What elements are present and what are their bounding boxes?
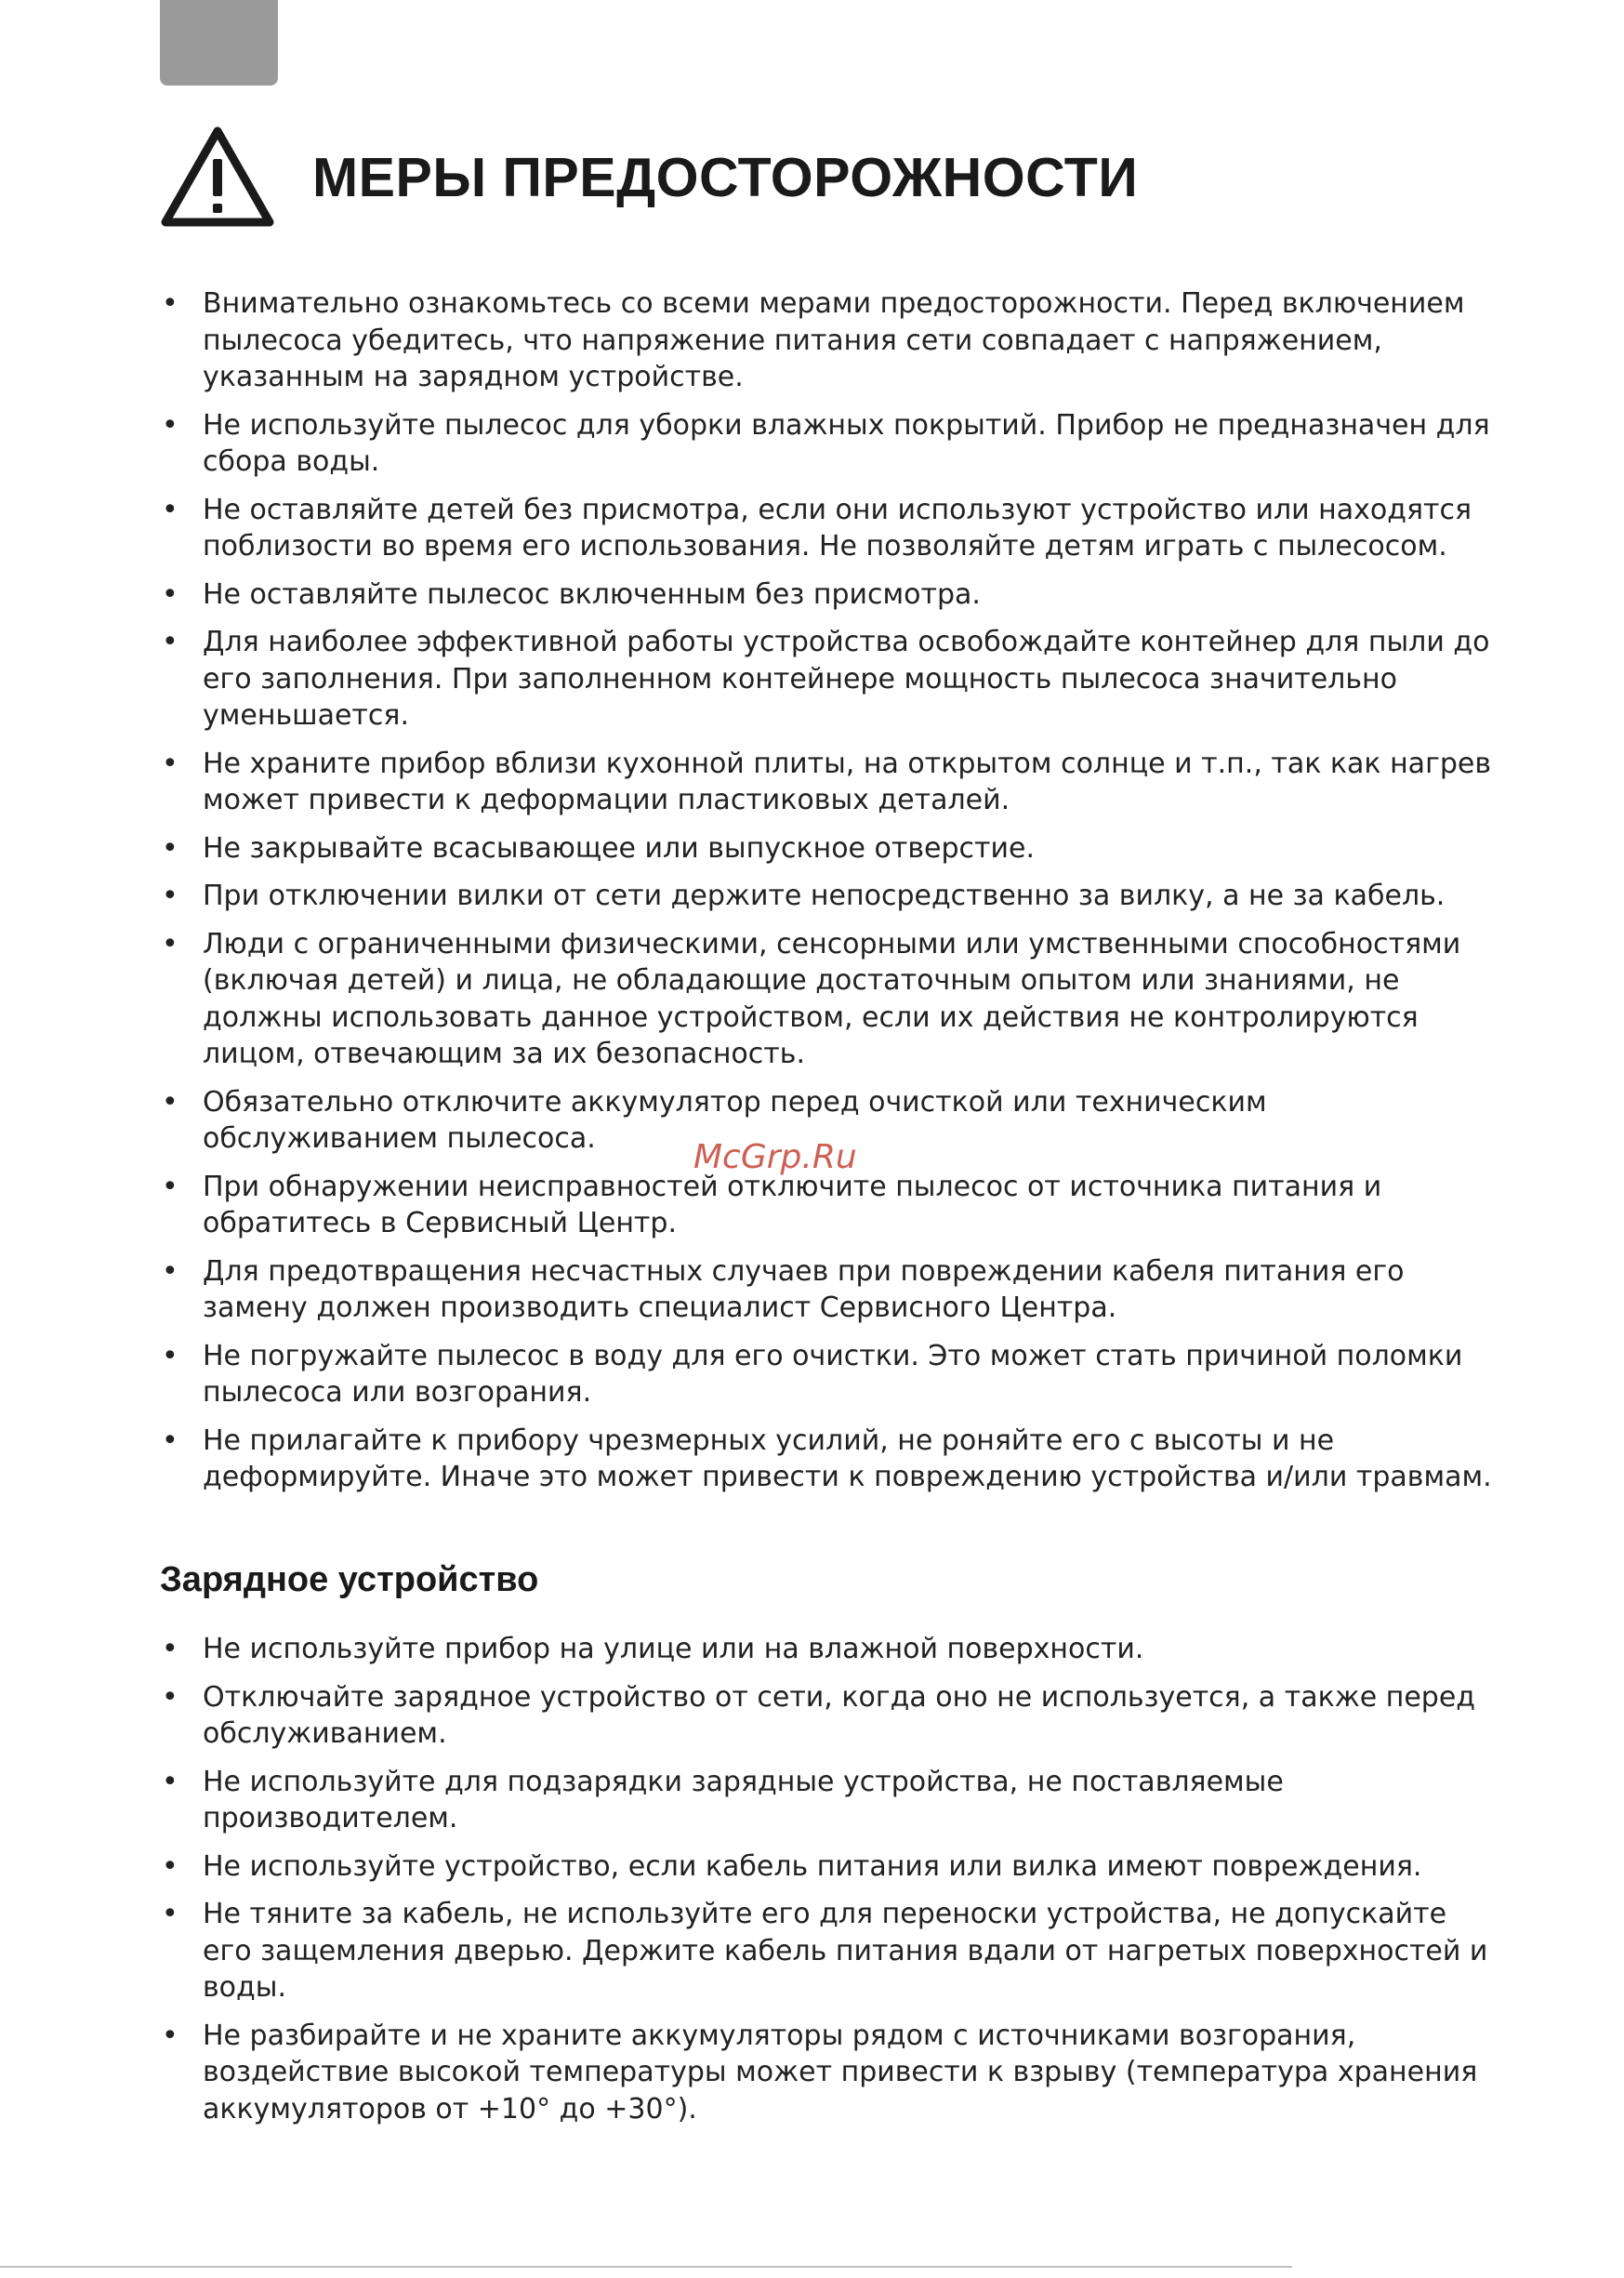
list-item	[160, 746, 1499, 819]
bullet-icon: •	[162, 2019, 178, 2052]
list-item-text: При отключении вилки от сети держите непосредственно за вилку, а не за кабель.	[203, 880, 1446, 912]
list-item-text: Для предотвращения несчастных случаев при повреждении кабеля питания его замену должен производить специалист Сервисного Центра.	[203, 1254, 1405, 1324]
list-item-text: Внимательно ознакомьтесь со всеми мерами предосторожности. Перед включением пылесоса убедитесь, что напряжение питания сети совпадает с напряжением, указанным на зарядном устройстве.	[203, 287, 1465, 393]
charger-section-title: Зарядное устройство	[160, 1560, 539, 1599]
list-item	[160, 2018, 1499, 2128]
list-item	[160, 1338, 1499, 1411]
list-item	[160, 1679, 1499, 1753]
bullet-icon: •	[162, 493, 178, 526]
charger-precautions-list	[160, 1631, 1499, 2139]
list-item-text: Не используйте прибор на улице или на влажной поверхности.	[203, 1633, 1144, 1665]
list-item-text: Люди с ограниченными физическими, сенсорными или умственными способностями (включая детей) и лица, не обладающие достаточным опытом или знаниями, не должны использовать данное устройством, если их действия не контролируются лицом, отвечающим за их безопасность.	[203, 927, 1461, 1070]
list-item	[160, 1253, 1499, 1327]
list-item	[160, 407, 1499, 481]
list-item	[160, 1169, 1499, 1242]
bullet-icon: •	[162, 1765, 178, 1798]
watermark: McGrp.Ru	[693, 1138, 857, 1176]
list-item-text: Не закрывайте всасывающее или выпускное отверстие.	[203, 831, 1036, 865]
list-item	[160, 1848, 1499, 1886]
list-item	[160, 1764, 1499, 1837]
list-item-text: При обнаружении неисправностей отключите пылесос от источника питания и обратитесь в Сервисный Центр.	[203, 1170, 1382, 1239]
list-item	[160, 830, 1499, 867]
bullet-icon: •	[162, 1680, 178, 1714]
bullet-icon: •	[162, 1170, 178, 1203]
list-item-text: Не оставляйте детей без присмотра, если они используют устройство или находятся поблизости во время его использования. Не позволяйте детям играть с пылесосом.	[203, 493, 1472, 563]
bottom-divider	[0, 2266, 1292, 2268]
list-item	[160, 576, 1499, 614]
list-item-text: Не разбирайте и не храните аккумуляторы рядом с источниками возгорания, воздействие высокой температуры может привести к взрыву (температура хранения аккумуляторов от +10° до +30°).	[203, 2019, 1478, 2126]
list-item	[160, 624, 1499, 735]
bullet-icon: •	[162, 1849, 178, 1883]
bullet-icon: •	[162, 747, 178, 780]
page-header	[160, 123, 1138, 232]
list-item-text: Не тяните за кабель, не используйте его для переноски устройства, не допускайте его защемления дверью. Держите кабель питания вдали от нагретых поверхностей и воды.	[203, 1898, 1488, 2004]
bullet-icon: •	[162, 1085, 178, 1119]
bullet-icon: •	[162, 927, 178, 960]
list-item	[160, 1631, 1499, 1668]
list-item	[160, 1423, 1499, 1496]
bullet-icon: •	[162, 287, 178, 320]
list-item	[160, 878, 1499, 915]
list-item-text: Не используйте устройство, если кабель питания или вилка имеют повреждения.	[203, 1849, 1422, 1883]
list-item	[160, 1896, 1499, 2006]
bullet-icon: •	[162, 577, 178, 611]
bullet-icon: •	[162, 1254, 178, 1288]
list-item-text: Не оставляйте пылесос включенным без присмотра.	[203, 577, 981, 611]
bullet-icon: •	[162, 626, 178, 658]
bullet-icon: •	[162, 1898, 178, 1930]
list-item	[160, 926, 1499, 1073]
list-item-text: Не используйте для подзарядки зарядные устройства, не поставляемые производителем.	[203, 1765, 1284, 1834]
list-item-text: Не погружайте пылесос в воду для его очистки. Это может стать причиной поломки пылесоса или возгорания.	[203, 1339, 1463, 1409]
precautions-list	[160, 285, 1499, 1507]
list-item	[160, 492, 1499, 565]
bullet-icon: •	[162, 831, 178, 865]
bullet-icon: •	[162, 880, 178, 912]
list-item-text: Не храните прибор вблизи кухонной плиты, на открытом солнце и т.п., так как нагрев может привести к деформации пластиковых деталей.	[203, 747, 1492, 816]
warning-triangle-icon	[160, 126, 275, 230]
list-item-text: Отключайте зарядное устройство от сети, когда оно не используется, а также перед обслуживанием.	[203, 1680, 1476, 1750]
bullet-icon: •	[162, 1633, 178, 1665]
page-tab-marker	[160, 0, 278, 86]
bullet-icon: •	[162, 408, 178, 442]
list-item-text: Для наиболее эффективной работы устройства освобождайте контейнер для пыли до его заполнения. При заполненном контейнере мощность пылесоса значительно уменьшается.	[203, 626, 1490, 732]
bullet-icon: •	[162, 1424, 178, 1457]
list-item-text: Не используйте пылесос для уборки влажных покрытий. Прибор не предназначен для сбора воды.	[203, 408, 1490, 478]
list-item	[160, 285, 1499, 396]
bullet-icon: •	[162, 1339, 178, 1372]
list-item-text: Обязательно отключите аккумулятор перед очисткой или техническим обслуживанием пылесоса.	[203, 1085, 1267, 1155]
list-item-text: Не прилагайте к прибору чрезмерных усилий, не роняйте его с высоты и не деформируйте. Иначе это может привести к повреждению устройства и/или травмам.	[203, 1424, 1492, 1493]
page-title: МЕРЫ ПРЕДОСТОРОЖНОСТИ	[312, 147, 1139, 208]
